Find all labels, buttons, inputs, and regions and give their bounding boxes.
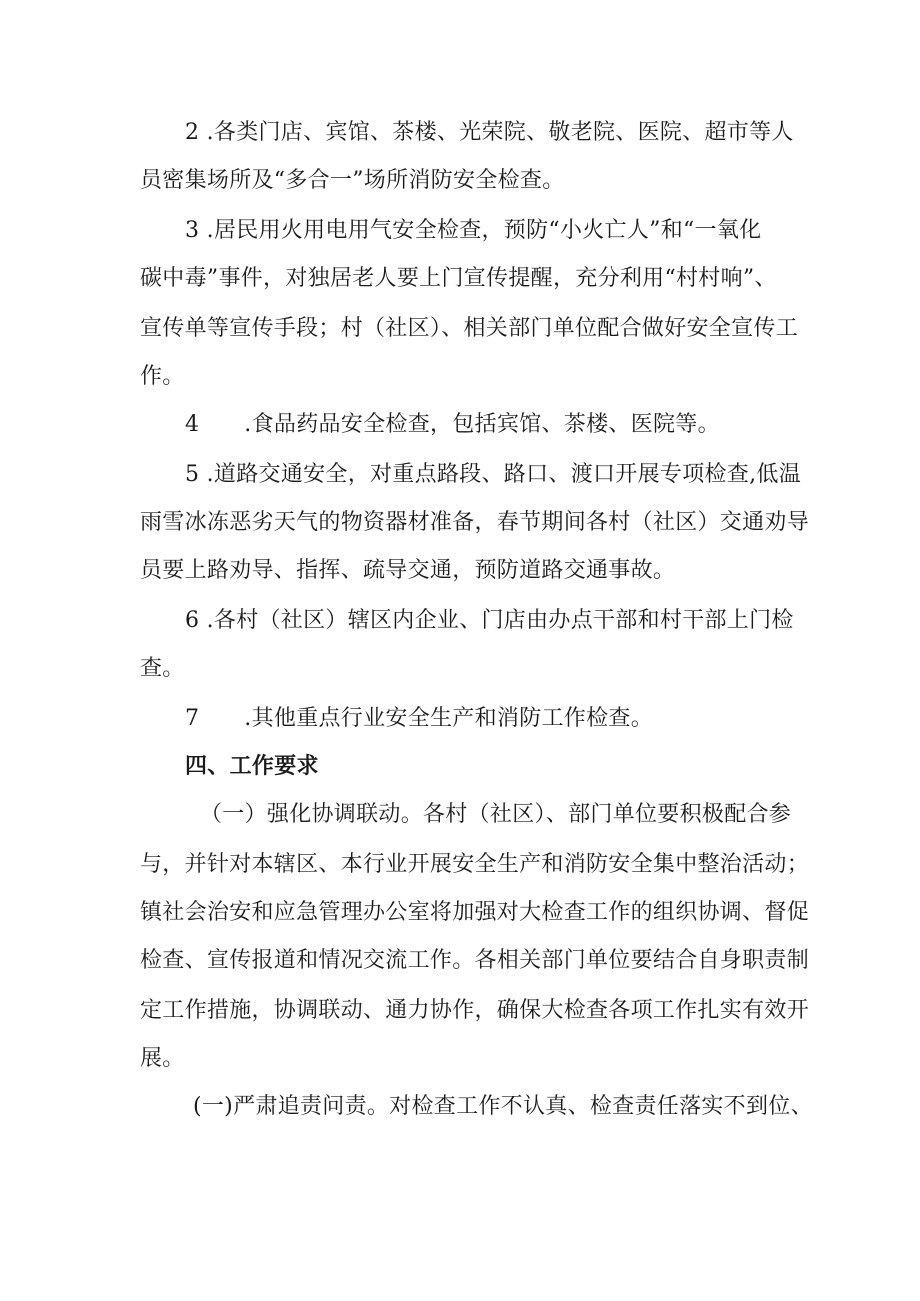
item-3-line-1 <box>185 216 761 246</box>
para1-line-6: 展。 <box>140 1046 185 1071</box>
item-5-line-1 <box>185 460 801 490</box>
item-2-text: .各类门店、宾馆、茶楼、光荣院、敬老院、医院、超市等人 <box>206 120 794 145</box>
item-6-number: 6 <box>185 608 200 633</box>
para1-line-1: （一）强化协调联动。各村（社区）、部门单位要积极配合参 <box>200 802 792 827</box>
para2-line-1: (一)严肃追责问责。对检查工作不认真、检查责任落实不到位、 <box>193 1094 813 1119</box>
item-5-number: 5 <box>185 462 200 487</box>
item-3-line-3: 宣传单等宣传手段；村（社区）、相关部门单位配合做好安全宣传工 <box>140 316 799 341</box>
item-6-line-2: 查。 <box>140 656 185 681</box>
item-5-line-2: 雨雪冰冻恶劣天气的物资器材准备，春节期间各村（社区）交通劝导 <box>140 510 810 535</box>
item-3-number: 3 <box>185 218 200 243</box>
section-heading: 四、工作要求 <box>185 754 319 779</box>
para1-line-2: 与，并针对本辖区、本行业开展安全生产和消防安全集中整治活动； <box>140 852 810 877</box>
item-2-line-1 <box>185 118 794 148</box>
para1-line-3: 镇社会治安和应急管理办公室将加强对大检查工作的组织协调、督促 <box>140 900 810 925</box>
item-4-number: 4 <box>185 412 200 437</box>
para1-line-4: 检查、宣传报道和情况交流工作。各相关部门单位要结合自身职责制 <box>140 948 810 973</box>
item-7-number: 7 <box>185 706 200 731</box>
item-7-text: .其他重点行业安全生产和消防工作检查。 <box>244 706 653 731</box>
item-4-text: .食品药品安全检查，包括宾馆、茶楼、医院等。 <box>244 412 720 437</box>
item-4-line-1 <box>185 410 720 440</box>
item-2-line-2: 员密集场所及“多合一”场所消防安全检查。 <box>140 168 565 193</box>
para1-line-5: 定工作措施，协调联动、通力协作，确保大检查各项工作扎实有效开 <box>140 998 810 1023</box>
item-6-line-1 <box>185 606 794 636</box>
item-2-number: 2 <box>185 120 200 145</box>
item-3-line-4: 作。 <box>140 364 185 389</box>
item-5-line-3: 员要上路劝导、指挥、疏导交通，预防道路交通事故。 <box>140 558 676 583</box>
item-5-text: .道路交通安全，对重点路段、路口、渡口开展专项检查,低温 <box>206 462 801 487</box>
item-3-text: .居民用火用电用气安全检查，预防“小火亡人”和“一氧化 <box>206 218 762 243</box>
item-7-line-1 <box>185 704 653 734</box>
item-3-line-2: 碳中毒”事件，对独居老人要上门宣传提醒，充分利用“村村响”、 <box>140 266 777 291</box>
item-6-text: .各村（社区）辖区内企业、门店由办点干部和村干部上门检 <box>206 608 794 633</box>
